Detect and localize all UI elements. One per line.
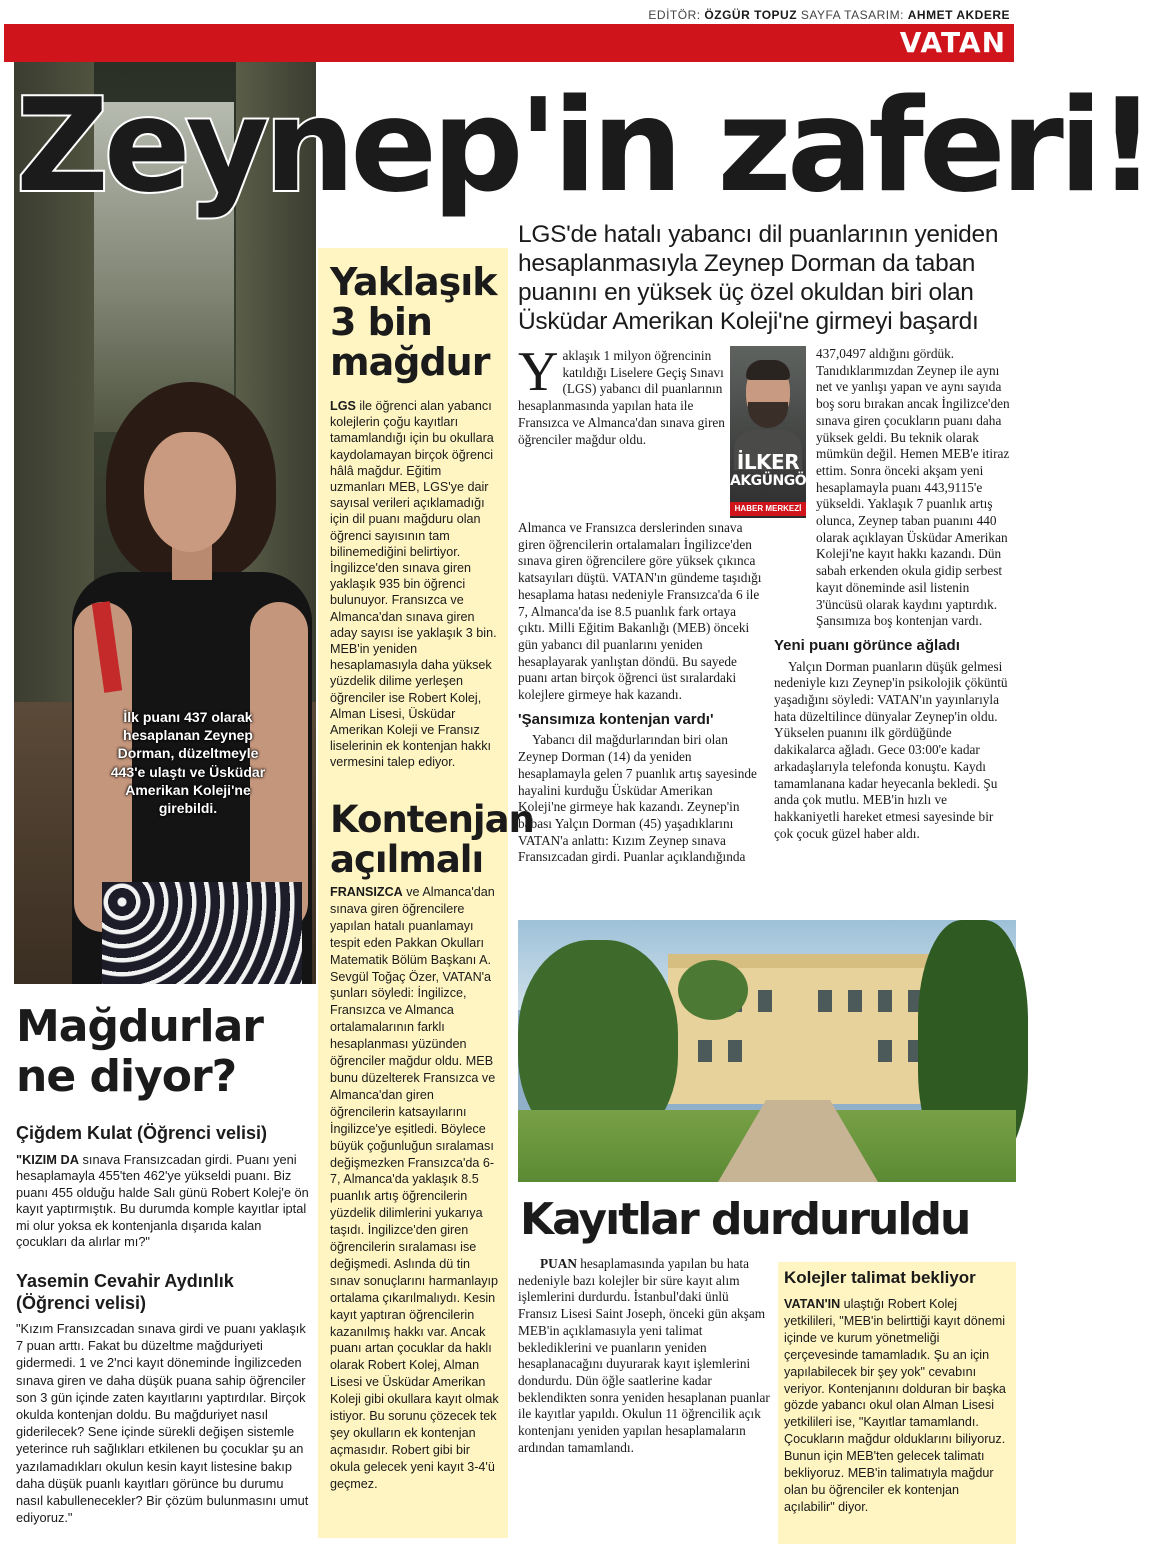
kayitlar-lead: PUAN xyxy=(540,1256,577,1271)
quote-2-name: Yasemin Cevahir Aydınlık (Öğrenci velisi) xyxy=(16,1271,234,1313)
editor-name: ÖZGÜR TOPUZ xyxy=(704,8,798,22)
header-bar xyxy=(4,24,1014,62)
article-deck: LGS'de hatalı yabancı dil puanlarının yeniden hesaplanmasıyla Zeynep Dorman da taban puanını en yüksek üç özel okuldan biri olan Üsküdar Amerikan Koleji'ne girmeyi başardı xyxy=(518,221,999,335)
article-paragraph-5: Yalçın Dorman puanların düşük gelmesi nedeniyle kızı Zeynep'in psikolojik çöküntü yaşadığını söyledi: VATAN'ın yayınlarıyla hata düzeltilince dünyalar Zeynep'in oldu. Yükselen puanını ilk gördüğünde dakikalarca ağladı. Gece 03:00'e kadar arkadaşlarıyla telefonda konuştu. Kaydı tamamlanana kadar heyecanla bekledi. Şu anda çok mutlu. MEB'in hızlı ve hakkaniyetli hareket etmesi sayesinde bir çok çocuk güzel haber aldı. xyxy=(774,658,1008,841)
author-last-name: AKGÜNGÖR xyxy=(730,473,817,489)
kayitlar-body xyxy=(518,1256,770,1456)
article-column-2 xyxy=(774,346,1014,842)
sidebar-lead-1: LGS xyxy=(330,399,356,413)
article-subhead-2: Yeni puanı görünce ağladı xyxy=(774,636,960,654)
article-subhead-1: 'Şansımıza kontenjan vardı' xyxy=(518,710,714,728)
school-photo xyxy=(518,920,1016,1182)
talimat-text: ulaştığı Robert Kolej yetkilileri, "MEB'in belirttiği kayıt dönemi içinde ve kurum yönetmeliği çerçevesinde tamamladık. Şu an için yapılabilecek bir şey yok" cevabını veriyor. Kontenjanını dolduran bir başka gözde yabancı okul olan Alman Lisesi yetkilileri ise, "Kayıtlar tamamlandı. Çocukların mağdur olduklarını biliyoruz. Bunun için MEB'ten gelecek talimatı bekliyoruz. MEB'in talimatıyla mağdur olan bu öğrenciler ek kontenjan açılabilir" diyor. xyxy=(784,1297,1006,1514)
quote-1-lead: "KIZIM DA xyxy=(16,1152,79,1167)
article-paragraph-1: aklaşık 1 milyon öğrencinin katıldığı Liselere Geçiş Sınavı (LGS) yabancı dil puanlarının hesaplanmasında yapılan hata ile Fransızca ve Almanca'dan sınava giren öğrenciler mağdur oldu. xyxy=(518,348,725,447)
sidebar-text-2: ve Almanca'dan sınava giren öğrencilere yapılan hatalı puanlamayı tespit eden Pakkan Okulları Matematik Bölüm Başkanı A. Sevgül Toğaç Özer, VATAN'a şunları söyledi: İngilizce, Fransızca ve Almanca ortalamalarının farklı hesaplanması yüzünden öğrenciler mağdur oldu. MEB bunu düzelterek Fransızca ve Almanca'dan giren öğrencilerin katsayılarını İngilizce'ye eşitledi. Böylece büyük çoğunluğun sıralaması değişmezken Fransızca'da 6-7, Almanca'da yaklaşık 8.5 puanlık artış öğrencilerin yüzdelik dilimlerini yukarıya taşıdı. İngilizce'den giren öğrencilerin sıralaması ise değişmedi. Aslında dü tin sınav sonuçlarını harmanlayıp ortalama çıkarılmalıydı. Kesin kayıt yaptıran öğrencilerin kazanılmış hakkı var. Ancak puanı artan çocuklar da haklı olarak Robert Kolej, Alman Lisesi ve Üsküdar Amerikan Koleji gibi okullara kayıt olmak istiyor. Bu sorunu çözecek tek şey okulların ek kontenjan açmasıdır. Robert gibi bir okula gelecek yeni kayıt 3-4'ü geçmez. xyxy=(330,885,499,1491)
sidebar-body-2 xyxy=(330,884,500,1493)
article-column-1 xyxy=(518,520,762,866)
kayitlar-text: hesaplamasında yapılan bu hata nedeniyle bazı kolejler bir süre kayıt alım işlemlerini durdurdu. İstanbul'daki ünlü Fransız Lisesi Saint Joseph, önceki gün akşam MEB'in açıklamasıyla yeni talimat beklediklerini ve puanların yeniden hesaplanacağını duyurarak kayıt işlemlerini dondurdu. Dün öğle saatlerine kadar beklendikten sonra yeniden hesaplanan puanlar ile kayıtlar yapıldı. Okulun 11 öğrencilik açık kontenjanı yeniden yapılan hesaplamaların ardından tamamlandı. xyxy=(518,1256,770,1455)
author-department: HABER MERKEZİ xyxy=(730,502,806,516)
quote-1-text: sınava Fransızcadan girdi. Puanı yeni hesaplamayla 455'ten 462'ye yükseldi puanı. Biz puanı 455 olduğu halde Salı günü Robert Kolej'e ön kayıt yaptırmıştık. Bu durumda komple kayıtlar iptal mi olur yoksa ek kontenjanla dışarıda kalan çocukları da alırlar mı?" xyxy=(16,1152,309,1250)
brand-logo: VATAN xyxy=(899,26,1006,59)
drop-cap: Y xyxy=(518,341,559,403)
section-title-magdurlar: Mağdurlar ne diyor? xyxy=(16,1001,263,1102)
sidebar-text-1: ile öğrenci alan yabancı kolejlerin çoğu kayıtları tamamlandığı için bu okullara kaydolamayan birçok öğrenci hâlâ mağdur. Eğitim uzmanları MEB, LGS'ye dair sayısal verileri açıklamadığı için dil puanı mağduru olan öğrenci sayısının tam bilinemediğini belirtiyor. İngilizce'den sınava giren yaklaşık 935 bin öğrenci bulunuyor. Fransızca ve Almanca'dan sınava giren aday sayısı ise yaklaşık 3 bin. MEB'in yeniden hesaplamasıyla daha yüksek yüzdelik dilime yerleşen öğrenciler ise Robert Kolej, Alman Lisesi, Üsküdar Amerikan Koleji ve Fransız liselerinin ek kontenjan hakkı vermesini talep ediyor. xyxy=(330,399,497,770)
talimat-lead: VATAN'IN xyxy=(784,1297,841,1311)
sidebar-body-1 xyxy=(330,398,500,771)
article-paragraph-3: Yabancı dil mağdurlarından biri olan Zeynep Dorman (14) da yeniden hesaplamayla gelen 7 puanlık artış sayesinde hayalini kurduğu Üsküdar Amerikan Koleji'ne girmeye hak kazandı. Zeynep'in babası Yalçın Dorman (45) yaşadıklarını VATAN'a anlattı: Kızım Zeynep sınava Fransızcadan girdi. Puanlar açıklandığında xyxy=(518,732,757,865)
author-first-name: İLKER xyxy=(736,450,800,474)
article-intro xyxy=(518,341,728,448)
design-label: SAYFA TASARIM: xyxy=(800,8,904,22)
editor-label: EDİTÖR: xyxy=(648,8,701,22)
sidebar-title-2: Kontenjan açılmalı xyxy=(330,798,534,881)
page-credit xyxy=(580,8,1010,22)
section-title-kayitlar: Kayıtlar durduruldu xyxy=(520,1194,970,1245)
design-name: AHMET AKDERE xyxy=(907,8,1010,22)
article-paragraph-2: Almanca ve Fransızca derslerinden sınava giren öğrencilerin ortalamaları İngilizce'den sınava giren öğrencilere göre yüksek çıkınca katsayıları düştü. VATAN'ın gündeme taşıdığı hesaplama hatası nedeniyle Fransızca'da 6 ile 7, Almanca'da ise 8.5 puanlık fark ortaya çıktı. Milli Eğitim Bakanlığı (MEB) önceki gün yabancı dil puanlarını yeniden hesaplayarak yanlıştan döndü. Bu sayede puanı artan birçok öğrenci üst sıralardaki kolejlere girmeye hak kazandı. xyxy=(518,520,762,703)
talimat-title: Kolejler talimat bekliyor xyxy=(784,1268,976,1287)
main-headline: Zeynep'in zaferi! xyxy=(16,72,1151,221)
quote-2-text: "Kızım Fransızcadan sınava girdi ve puanı yaklaşık 7 puan arttı. Fakat bu düzeltme mağduriyeti gidermedi. 1 ve 2'nci kayıt döneminde İngilizceden sınava giren ve daha düşük puana sahip öğrenciler son 3 gün içinde zaten kayıtlarını yaptırdılar. Birçok okulda kontenjan doldu. Bu mağduriyet nasıl giderilecek? Sene içinde sürekli değişen sistemle yeterince ruh sağlıkları etkilenen bu çocuklar şu an yazılamadıkları okulun kesin kayıt listesine bakıp daha düşük puanlı kayıtları görünce bu durumu nasıl kabullenecekler? Bir çözüm bulunmasını umut ediyoruz." xyxy=(16,1321,309,1526)
quote-1-name: Çiğdem Kulat (Öğrenci velisi) xyxy=(16,1123,268,1143)
sidebar-title-1: Yaklaşık 3 bin mağdur xyxy=(330,260,497,384)
article-paragraph-4: 437,0497 aldığını gördük. Tanıdıklarımızdan Zeynep ile aynı net ve yanlışı yapan ve aynı sayıda boş soru bırakan ancak İngilizce'den sınava giren çocukların puanı daha yüksek geldi. Bu teknik olarak mümkün değil. Hemen MEB'e itiraz ettim. Sonra önceki akşam yeni hesaplamayla puanı 443,9115'e yükseldi. Yaklaşık 7 puanlık artış olunca, Zeynep taban puanını 440 olarak açıklayan Üsküdar Amerikan Koleji'ne kayıt hakkı kazandı. Dün sabah erkenden okula gidip serbest kayıt döneminde asil listenin 3'üncüsü olarak kaydını yaptırdık. Şansımıza boş kontenjan vardı. xyxy=(816,346,1010,629)
sidebar-lead-2: FRANSIZCA xyxy=(330,885,403,899)
photo-caption: İlk puanı 437 olarak hesaplanan Zeynep Dorman, düzeltmeyle 443'e ulaştı ve Üsküdar Amerikan Koleji'ne girebildi. xyxy=(110,709,266,816)
talimat-body xyxy=(784,1296,1012,1516)
quote-1-body xyxy=(16,1152,312,1250)
